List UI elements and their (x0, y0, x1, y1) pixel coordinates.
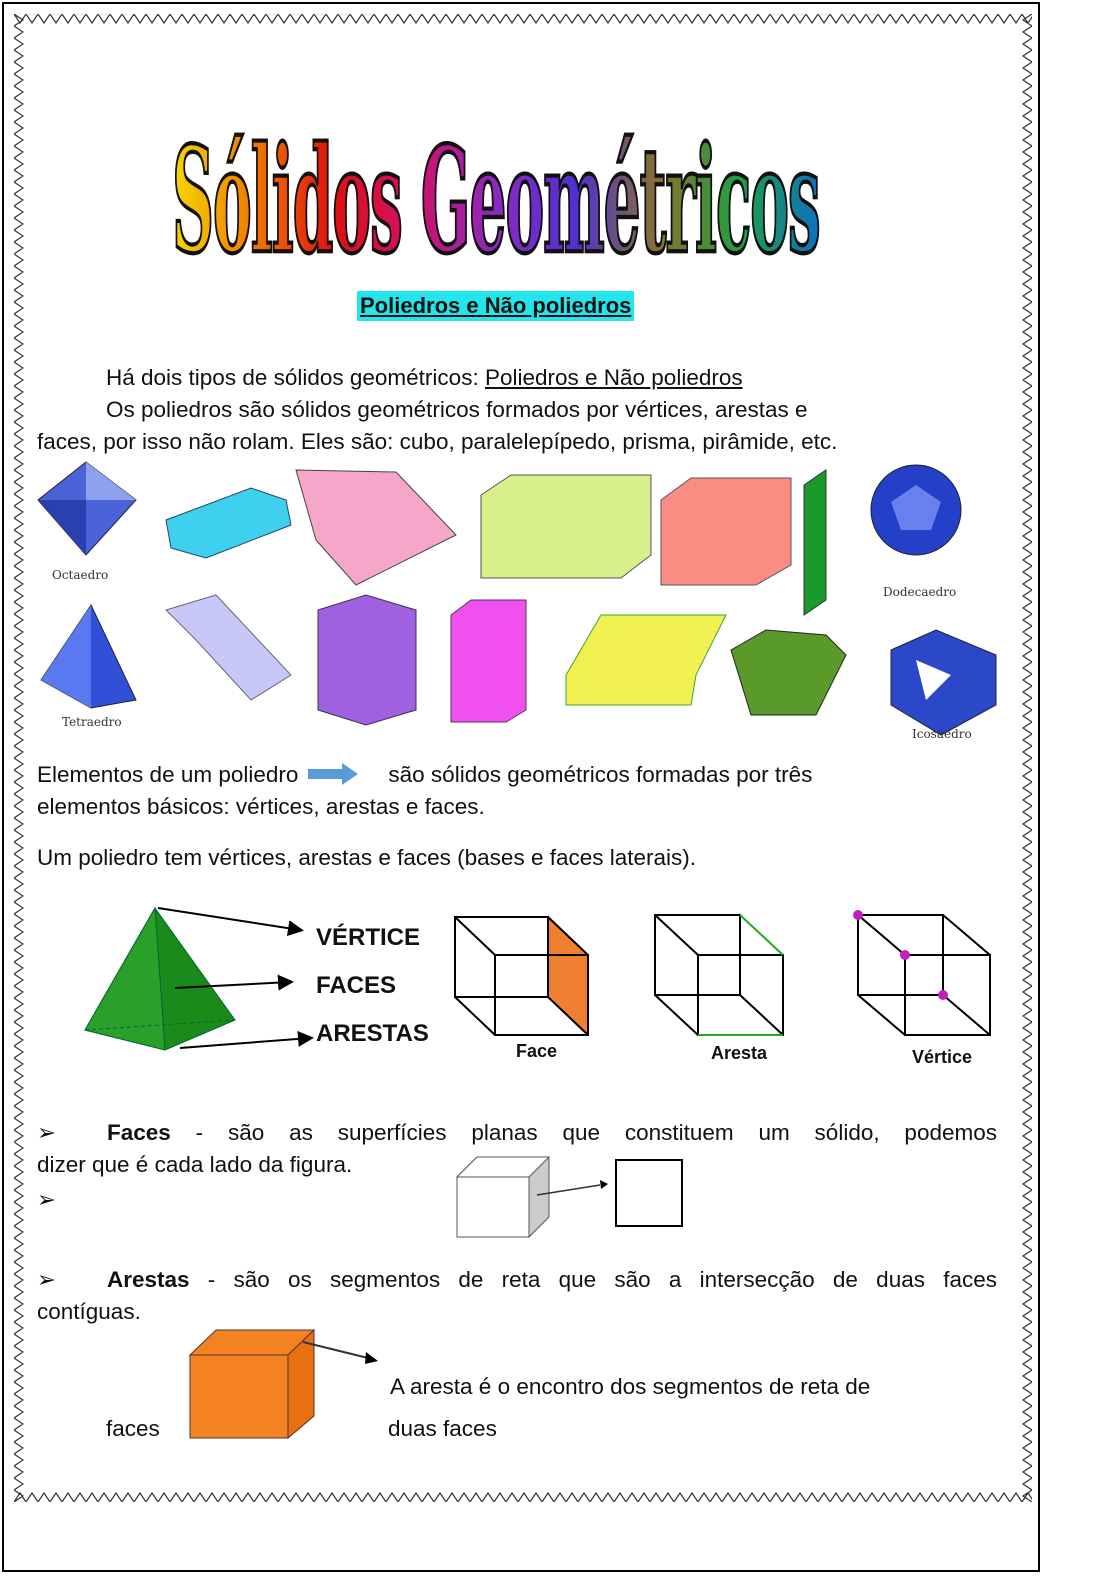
arestas-term: Arestas (107, 1267, 190, 1292)
elements-text: Elementos de um poliedro (37, 762, 299, 787)
cube-green-icon (481, 475, 651, 578)
faces-line2: dizer que é cada lado da figura. (37, 1152, 353, 1177)
cube-to-face-illustration (452, 1155, 692, 1245)
aresta-note-line1: A aresta é o encontro dos segmentos de reta de (390, 1374, 871, 1399)
octahedron-icon (38, 462, 136, 555)
parallelepiped-pink-icon (296, 470, 456, 585)
hexagonal-dish-icon (731, 630, 846, 715)
faces-term: Faces (107, 1120, 171, 1145)
arestas-line2: contíguas. (37, 1299, 141, 1324)
elements-line2: elementos básicos: vértices, arestas e faces. (37, 794, 485, 819)
label-vertice-cube: Vértice (912, 1047, 973, 1067)
arestas-definition (37, 1264, 997, 1296)
label-arestas: ARESTAS (316, 1020, 429, 1047)
page-title: Sólidos Geométricos (172, 114, 820, 287)
intro-line3: faces, por isso não rolam. Eles são: cubo, paralelepípedo, prisma, pirâmide, etc. (37, 429, 838, 454)
cube-salmon-icon (661, 478, 791, 585)
triangular-prism-icon (804, 470, 826, 615)
hexagonal-prism-icon (166, 488, 291, 558)
intro-underlined: Poliedros e Não poliedros (484, 365, 743, 390)
bullet-icon: ➢ (37, 1120, 56, 1145)
arestas-text: - são os segmentos de reta que são a intersecção de duas faces (189, 1267, 997, 1292)
elements-line3: Um poliedro tem vértices, arestas e faces (bases e faces laterais). (37, 845, 697, 870)
pentagonal-prism-icon (166, 595, 291, 700)
orange-cube-illustration (188, 1328, 388, 1443)
aresta-note-line2: duas faces (388, 1416, 497, 1441)
faces-text: - são as superfícies planas que constituem um sólido, podemos (170, 1120, 997, 1145)
faces-definition (37, 1117, 997, 1149)
label-octaedro: Octaedro (52, 568, 109, 582)
label-dodecaedro: Dodecaedro (883, 585, 957, 599)
tetrahedron-icon (41, 605, 136, 708)
cube-vertex-icon (853, 910, 990, 1035)
bullet-icon: ➢ (37, 1267, 56, 1292)
intro-line2: Os poliedros são sólidos geométricos formados por vértices, arestas e (106, 397, 808, 422)
pyramid-icon (85, 908, 235, 1050)
label-face: Face (516, 1041, 558, 1061)
intro-text: Há dois tipos de sólidos geométricos: (106, 365, 485, 390)
icosahedron-icon (891, 630, 996, 735)
cube-face-icon (455, 917, 588, 1035)
dodecahedron-icon (871, 465, 961, 555)
label-tetraedro: Tetraedro (62, 715, 122, 729)
rectangular-prism-magenta-icon (451, 600, 526, 722)
subtitle: Poliedros e Não poliedros (357, 291, 634, 321)
elements-text-suffix: são sólidos geométricos formadas por três (388, 762, 813, 787)
label-faces: FACES (316, 972, 397, 999)
cube-edge-icon (655, 915, 783, 1035)
faces-label: faces (106, 1416, 160, 1441)
label-vertice: VÉRTICE (316, 924, 421, 951)
arrow-right-icon (308, 763, 360, 785)
bullet-icon-empty: ➢ (37, 1187, 56, 1212)
elements-line1 (37, 759, 812, 791)
label-aresta: Aresta (711, 1043, 768, 1063)
polyhedra-image (36, 460, 1006, 750)
label-icosaedro: Icosaedro (912, 727, 972, 741)
pentagonal-prism-purple-icon (318, 595, 416, 725)
parallelogram-prism-yellow-icon (566, 615, 726, 705)
intro-line1 (106, 362, 743, 394)
